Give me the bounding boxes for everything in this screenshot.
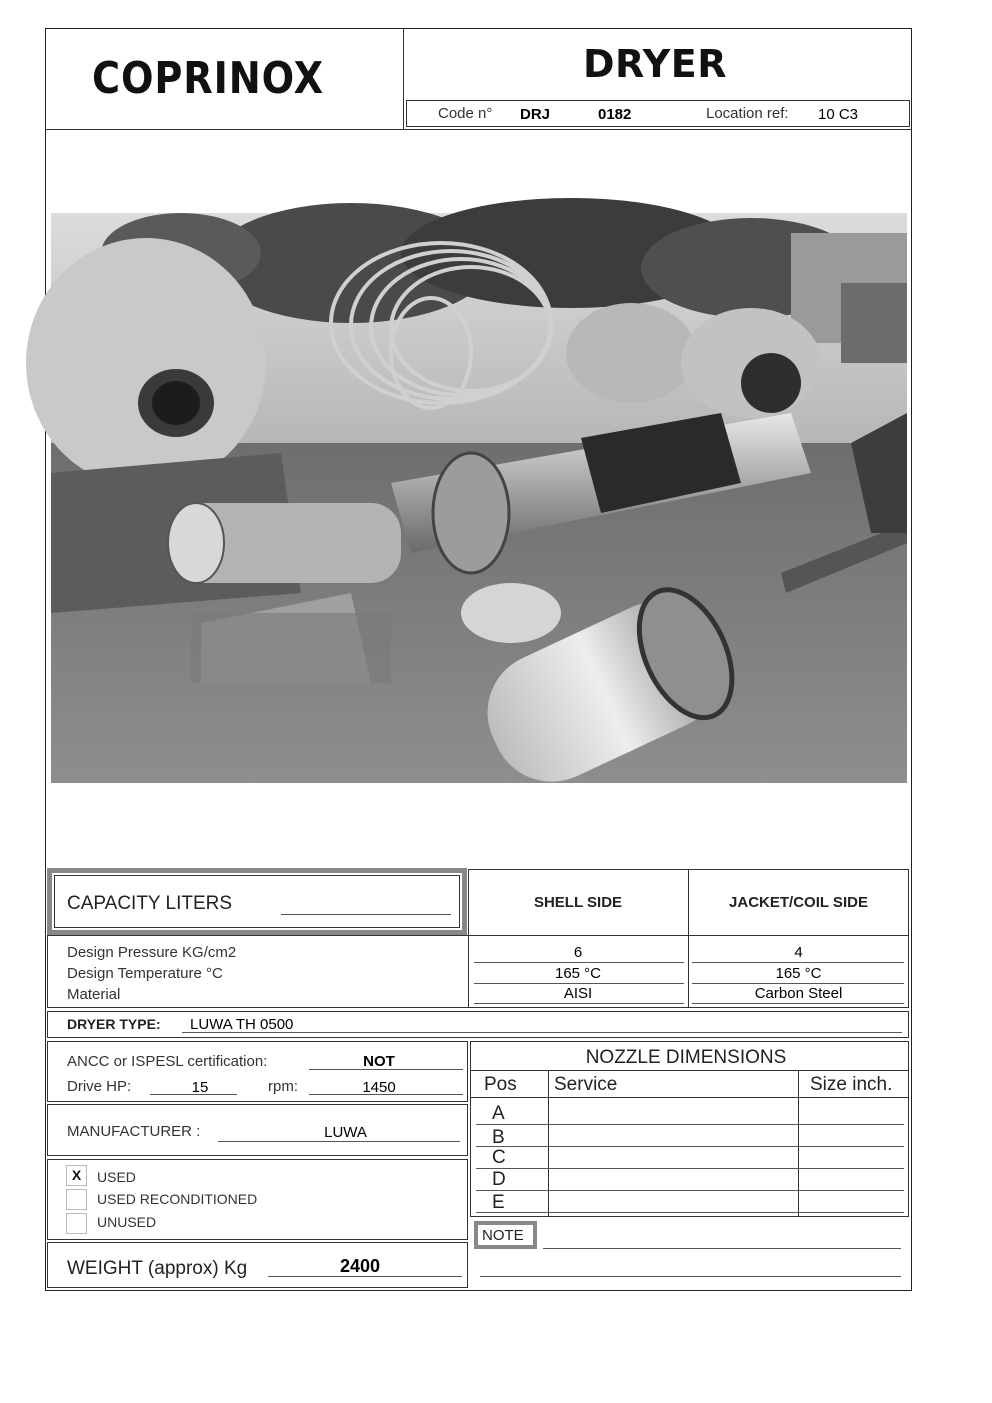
columns-header-rule (468, 935, 909, 936)
nozzle-service-header: Service (554, 1074, 618, 1095)
code-label: Code n° (438, 105, 493, 122)
nozzle-size-divider (798, 1070, 799, 1217)
shell-row-rule-2 (474, 983, 684, 984)
condition-unused-label: UNUSED (97, 1214, 157, 1230)
capacity-label: CAPACITY LITERS (67, 893, 233, 914)
location-value: 10 C3 (818, 106, 859, 123)
shell-row-rule-1 (474, 962, 684, 963)
nozzle-row-rule (476, 1190, 904, 1191)
nozzle-header-rule (470, 1097, 909, 1098)
condition-used-checkbox[interactable]: X (66, 1165, 87, 1186)
svg-text:COPRINOX: COPRINOX (92, 53, 324, 104)
rpm-value: 1450 (362, 1079, 396, 1096)
drive-hp-label: Drive HP: (67, 1078, 132, 1095)
nozzle-table-title: NOZZLE DIMENSIONS (585, 1047, 787, 1068)
shell-temperature-value: 165 °C (554, 965, 602, 982)
jacket-row-rule-2 (692, 983, 904, 984)
jacket-side-header: JACKET/COIL SIDE (729, 894, 868, 911)
nozzle-row-pos: A (492, 1103, 505, 1124)
dryer-type-box (47, 1011, 909, 1038)
drive-hp-value: 15 (191, 1079, 209, 1096)
code-prefix: DRJ (520, 106, 551, 123)
dryer-type-value: LUWA TH 0500 (190, 1016, 294, 1033)
nozzle-row-rule (476, 1212, 904, 1213)
header-bottom-rule (45, 129, 912, 130)
dryer-type-label: DRYER TYPE: (67, 1016, 161, 1032)
nozzle-row-rule (476, 1168, 904, 1169)
location-label: Location ref: (706, 105, 789, 122)
shell-row-rule-3 (474, 1003, 684, 1004)
header-divider (403, 28, 404, 130)
jacket-row-rule-1 (692, 962, 904, 963)
code-number: 0182 (598, 106, 632, 123)
nozzle-row-pos: C (492, 1147, 506, 1168)
nozzle-row-pos: B (492, 1127, 505, 1148)
shell-side-header: SHELL SIDE (533, 894, 623, 911)
condition-unused-checkbox[interactable] (66, 1213, 87, 1234)
jacket-pressure-value: 4 (794, 944, 803, 961)
material-label: Material (67, 986, 121, 1003)
weight-label: WEIGHT (approx) Kg (67, 1258, 248, 1279)
shell-pressure-value: 6 (573, 944, 583, 961)
nozzle-row-rule (476, 1124, 904, 1125)
note-line-2 (480, 1276, 901, 1277)
capacity-underline (281, 914, 451, 915)
manufacturer-label: MANUFACTURER : (67, 1123, 201, 1140)
nozzle-pos-divider (548, 1070, 549, 1217)
nozzle-size-header: Size inch. (810, 1074, 893, 1095)
manufacturer-value: LUWA (324, 1124, 367, 1141)
certification-value: NOT (363, 1053, 395, 1070)
nozzle-row-rule (476, 1146, 904, 1147)
design-pressure-label: Design Pressure KG/cm2 (67, 944, 237, 961)
jacket-material-value: Carbon Steel (754, 985, 843, 1002)
jacket-row-rule-3 (692, 1003, 904, 1004)
page-title: DRYER (583, 42, 727, 86)
jacket-temperature-value: 165 °C (775, 965, 822, 982)
nozzle-row-pos: E (492, 1192, 505, 1213)
note-line-1 (543, 1248, 901, 1249)
design-temperature-label: Design Temperature °C (67, 965, 223, 982)
shell-material-value: AISI (563, 985, 593, 1002)
nozzle-pos-header: Pos (484, 1074, 517, 1095)
condition-used-reconditioned-label: USED RECONDITIONED (97, 1191, 258, 1207)
nozzle-title-rule (470, 1070, 909, 1071)
rpm-label: rpm: (268, 1078, 298, 1095)
note-label: NOTE (482, 1227, 524, 1244)
weight-value: 2400 (339, 1256, 381, 1276)
manufacturer-underline (218, 1141, 460, 1142)
equipment-photo (51, 213, 907, 783)
condition-used-reconditioned-checkbox[interactable] (66, 1189, 87, 1210)
coprinox-logo (92, 52, 332, 102)
certification-label: ANCC or ISPESL certification: (67, 1053, 268, 1070)
nozzle-row-pos: D (492, 1169, 506, 1190)
condition-used-label: USED (97, 1169, 136, 1185)
